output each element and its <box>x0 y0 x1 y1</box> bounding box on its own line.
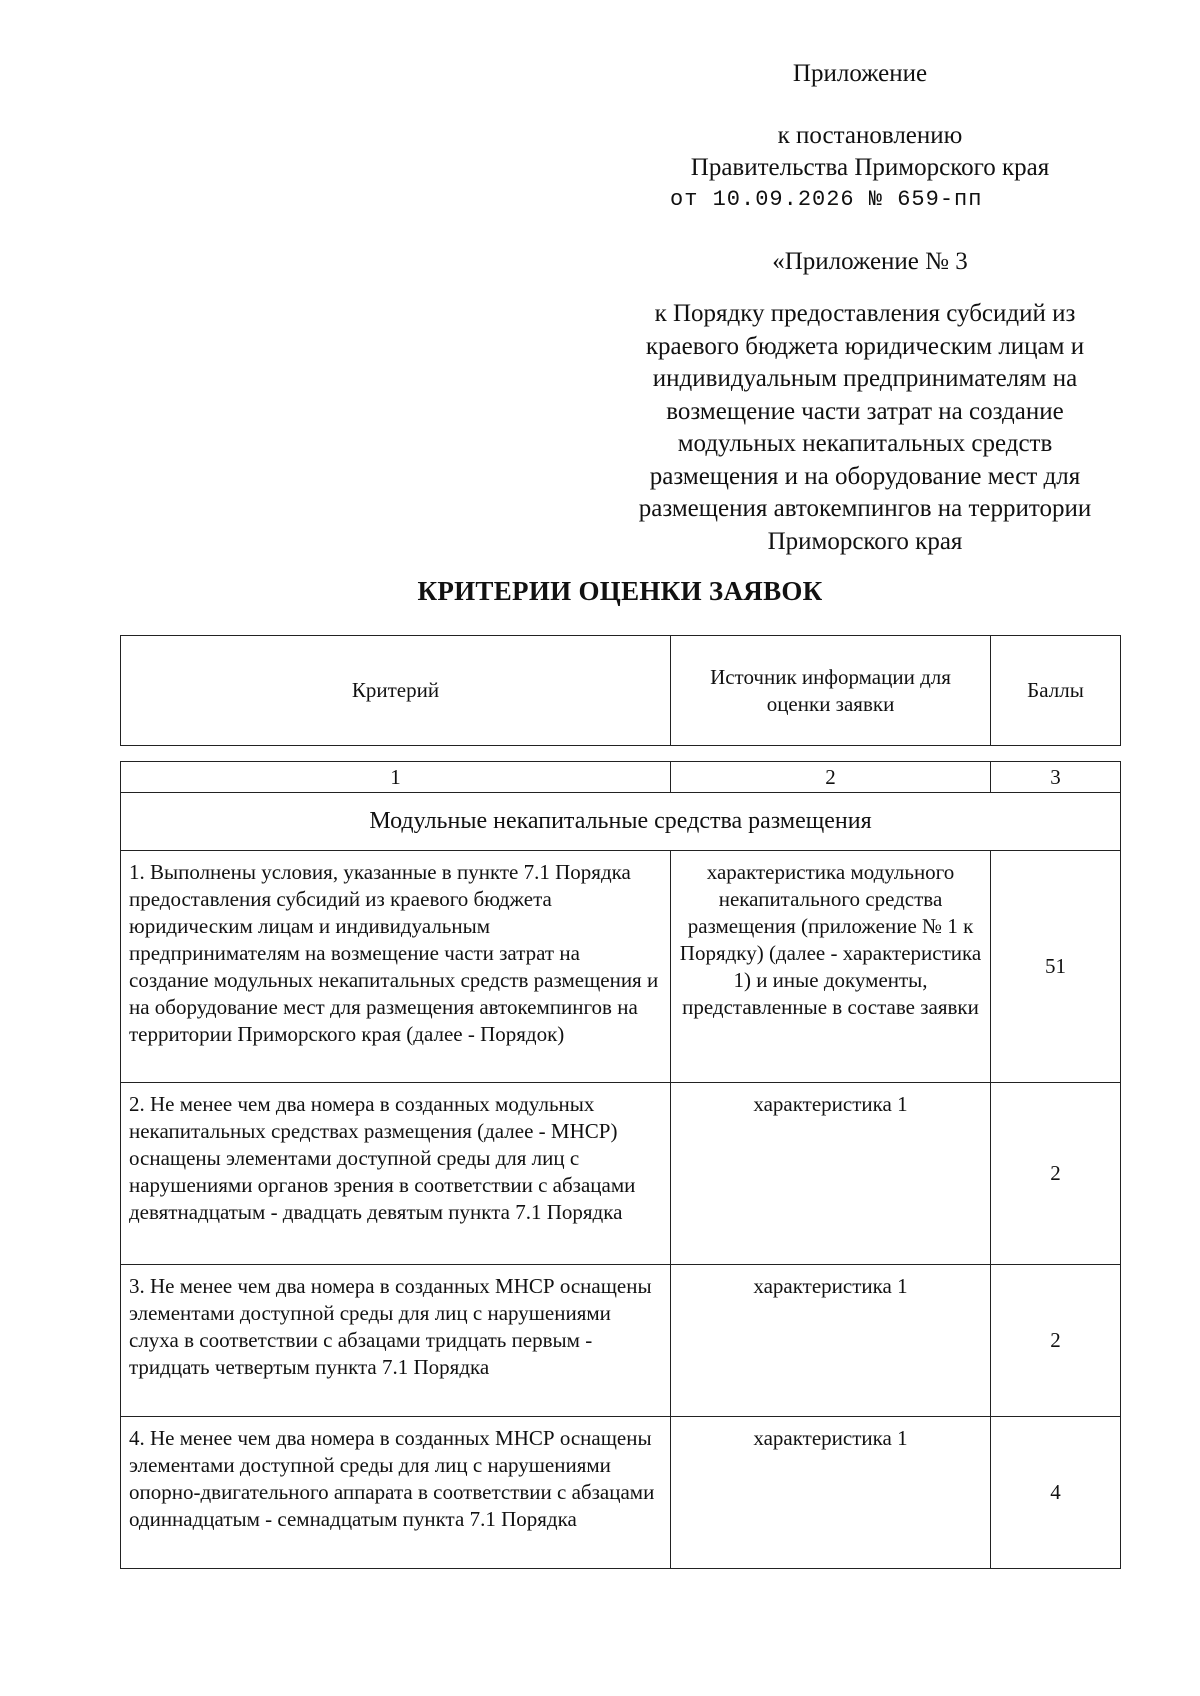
column-number-row <box>121 762 1121 793</box>
appendix3-line: возмещение части затрат на создание <box>666 397 1064 425</box>
criterion-cell: 4. Не менее чем два номера в созданных МНСР оснащены элементами доступной среды для лиц с нарушениями опорно-двигательного аппарата в соответствии с абзацами одиннадцатым - семнадцатым пункта 7.1 Порядка <box>121 1417 671 1569</box>
resolution-number: от 10.09.2026 № 659-пп <box>670 187 983 212</box>
criteria-header-table <box>120 635 1121 746</box>
appendix3-line: Приморского края <box>767 527 963 555</box>
source-cell: характеристика 1 <box>671 1417 991 1569</box>
appendix3-line: к Порядку предоставления субсидий из <box>654 300 1076 327</box>
points-cell: 51 <box>991 851 1121 1083</box>
section-row <box>121 793 1121 851</box>
column-number: 1 <box>121 762 671 793</box>
header-criterion: Критерий <box>121 636 671 746</box>
points-cell: 2 <box>991 1265 1121 1417</box>
table-row <box>121 851 1121 1083</box>
column-number: 2 <box>671 762 991 793</box>
appendix3-line: размещения и на оборудование мест для <box>649 462 1081 490</box>
table-row <box>121 1083 1121 1265</box>
table-row <box>121 1417 1121 1569</box>
criterion-cell: 1. Выполнены условия, указанные в пункте 7.1 Порядка предоставления субсидий из краевого бюджета юридическим лицам и индивидуальным предпринимателям на возмещение части затрат на создание модульных некапитальных средств размещения и на оборудование мест для размещения автокемпингов на территории Приморского края (далее - Порядок) <box>121 851 671 1083</box>
criteria-table <box>120 761 1121 1569</box>
appendix3-line: размещения автокемпингов на территории <box>638 495 1092 522</box>
appendix3-body <box>580 298 1150 558</box>
document-title: КРИТЕРИИ ОЦЕНКИ ЗАЯВОК <box>417 576 823 606</box>
annex-title: Приложение <box>792 60 928 87</box>
header-points: Баллы <box>991 636 1121 746</box>
annex-to-resolution: к постановлению <box>777 122 963 149</box>
appendix3-line: индивидуальным предпринимателям на <box>652 365 1078 392</box>
source-cell: характеристика 1 <box>671 1083 991 1265</box>
appendix3-title: «Приложение № 3 <box>772 248 968 275</box>
source-cell: характеристика модульного некапитального средства размещения (приложение № 1 к Порядку) (далее - характеристика 1) и иные документы, представленные в составе заявки <box>671 851 991 1083</box>
appendix3-line: модульных некапитальных средств <box>677 430 1053 457</box>
criterion-cell: 3. Не менее чем два номера в созданных МНСР оснащены элементами доступной среды для лиц с нарушениями слуха в соответствии с абзацами тридцать первым - тридцать четвертым пункта 7.1 Порядка <box>121 1265 671 1417</box>
header-source: Источник информации для оценки заявки <box>671 636 991 746</box>
source-cell: характеристика 1 <box>671 1265 991 1417</box>
points-cell: 4 <box>991 1417 1121 1569</box>
section-title: Модульные некапитальные средства размещения <box>121 793 1121 851</box>
appendix3-line: краевого бюджета юридическим лицам и <box>645 332 1085 360</box>
header-row <box>121 636 1121 746</box>
criterion-cell: 2. Не менее чем два номера в созданных модульных некапитальных средствах размещения (далее - МНСР) оснащены элементами доступной среды для лиц с нарушениями органов зрения в соответствии с абзацами девятнадцатым - двадцать девятым пункта 7.1 Порядка <box>121 1083 671 1265</box>
annex-government: Правительства Приморского края <box>690 154 1050 181</box>
points-cell: 2 <box>991 1083 1121 1265</box>
column-number: 3 <box>991 762 1121 793</box>
table-row <box>121 1265 1121 1417</box>
